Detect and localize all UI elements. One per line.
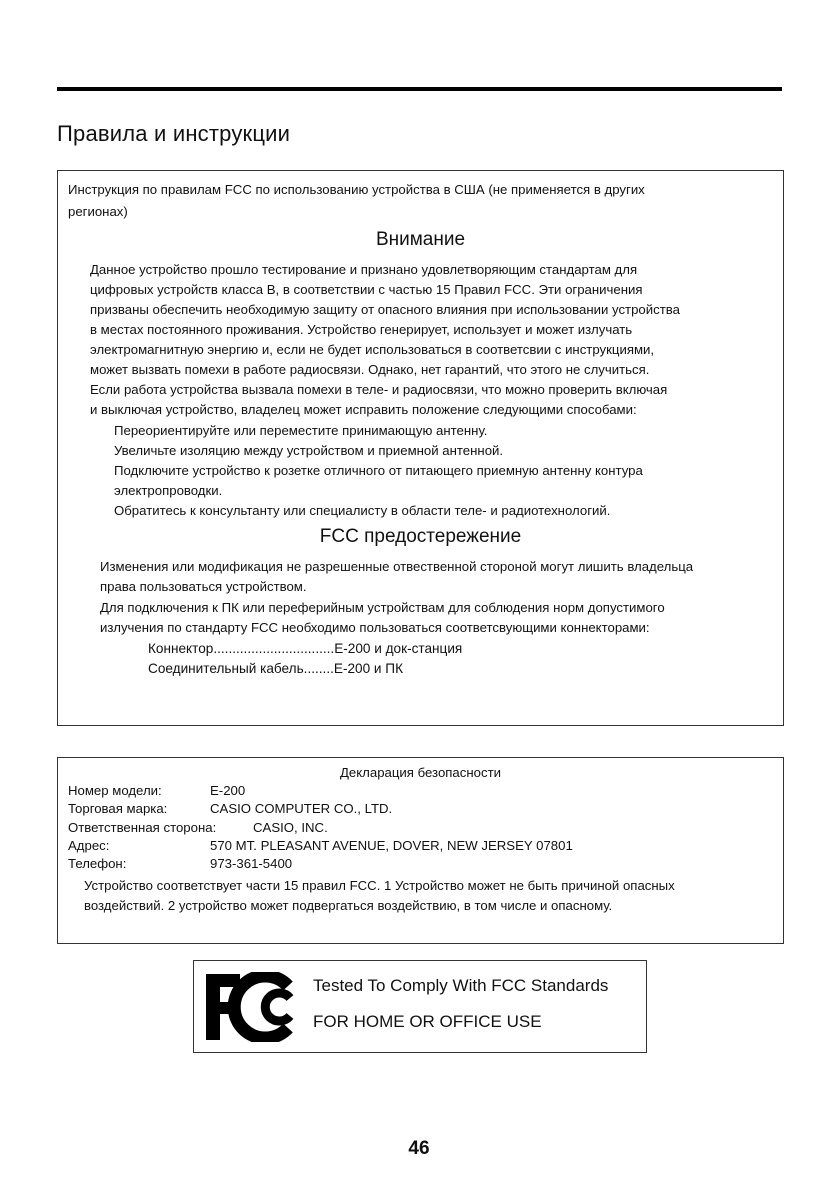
page-number: 46 bbox=[408, 1138, 430, 1159]
attention-line: и выключая устройство, владелец может исправить положение следующими способами: bbox=[90, 402, 637, 417]
page-title: Правила и инструкции bbox=[57, 121, 291, 146]
compliance-line: Устройство соответствует части 15 правил FCC. 1 Устройство может не быть причиной опасных bbox=[84, 878, 675, 893]
field-value: CASIO, INC. bbox=[253, 820, 328, 835]
caution-line: Изменения или модификация не разрешенные отвественной стороной могут лишить владельца bbox=[100, 559, 694, 574]
field-value: E-200 bbox=[210, 783, 246, 798]
attention-line: призваны обеспечить необходимую защиту от опасного влияния при использовании устройства bbox=[90, 302, 680, 317]
field-label: Номер модели: bbox=[68, 783, 162, 798]
field-label: Телефон: bbox=[68, 856, 127, 871]
caution-line: права пользоваться устройством. bbox=[100, 579, 307, 594]
field-value: 570 MT. PLEASANT AVENUE, DOVER, NEW JERSEY 07801 bbox=[210, 838, 573, 853]
attention-line: Если работа устройства вызвала помехи в теле- и радиосвязи, что можно проверить включая bbox=[90, 382, 668, 397]
attention-line: может вызвать помехи в работе радиосвязи. Однако, нет гарантий, что этого не случиться. bbox=[90, 362, 650, 377]
field-value: CASIO COMPUTER CO., LTD. bbox=[210, 801, 393, 816]
remedy-line: Обратитесь к консультанту или специалисту в области теле- и радиотехнологий. bbox=[114, 503, 611, 518]
attention-line: Данное устройство прошло тестирование и признано удовлетворяющим стандартам для bbox=[90, 262, 638, 277]
attention-line: цифровых устройств класса B, в соответствии с частью 15 Правил FCC. Эти ограничения bbox=[90, 282, 643, 297]
field-label: Ответственная сторона: bbox=[68, 820, 217, 835]
fcc-notice-box bbox=[57, 170, 784, 726]
declaration-title: Декларация безопасности bbox=[340, 765, 501, 780]
connector-line: Коннектор................................E-200 и док-станция bbox=[148, 641, 463, 656]
fcc-logo-line2: FOR HOME OR OFFICE USE bbox=[313, 1012, 542, 1031]
attention-heading: Внимание bbox=[375, 229, 466, 250]
caution-line: излучения по стандарту FCC необходимо пользоваться соответсвующими коннекторами: bbox=[100, 620, 650, 635]
remedy-line: Переориентируйте или переместите принимающую антенну. bbox=[114, 423, 488, 438]
fcc-logo-icon bbox=[206, 972, 302, 1042]
fcc-logo-box bbox=[193, 960, 647, 1053]
attention-line: электромагнитную энергию и, если не будет использоваться в соответсвии с инструкциями, bbox=[90, 342, 655, 357]
field-label: Адрес: bbox=[68, 838, 110, 853]
intro-line: Инструкция по правилам FCC по использованию устройства в США (не применяется в других bbox=[68, 182, 645, 197]
remedy-line: электропроводки. bbox=[114, 483, 223, 498]
compliance-line: воздействий. 2 устройство может подвергаться воздействию, в том числе и опасному. bbox=[84, 898, 613, 913]
caution-line: Для подключения к ПК или переферийным устройствам для соблюдения норм допустимого bbox=[100, 600, 665, 615]
remedy-line: Увеличьте изоляцию между устройством и приемной антенной. bbox=[114, 443, 504, 458]
declaration-box bbox=[57, 757, 784, 944]
attention-line: в местах постоянного проживания. Устройство генерирует, использует и может излучать bbox=[90, 322, 633, 337]
fcc-logo-line1: Tested To Comply With FCC Standards bbox=[313, 976, 609, 995]
caution-heading: FCC предостережение bbox=[319, 526, 522, 547]
field-label: Торговая марка: bbox=[68, 801, 168, 816]
connector-line: Соединительный кабель........E-200 и ПК bbox=[148, 661, 403, 676]
top-rule bbox=[57, 87, 782, 91]
intro-line: регионах) bbox=[68, 204, 128, 219]
remedy-line: Подключите устройство к розетке отличного от питающего приемную антенну контура bbox=[114, 463, 643, 478]
field-value: 973-361-5400 bbox=[210, 856, 293, 871]
